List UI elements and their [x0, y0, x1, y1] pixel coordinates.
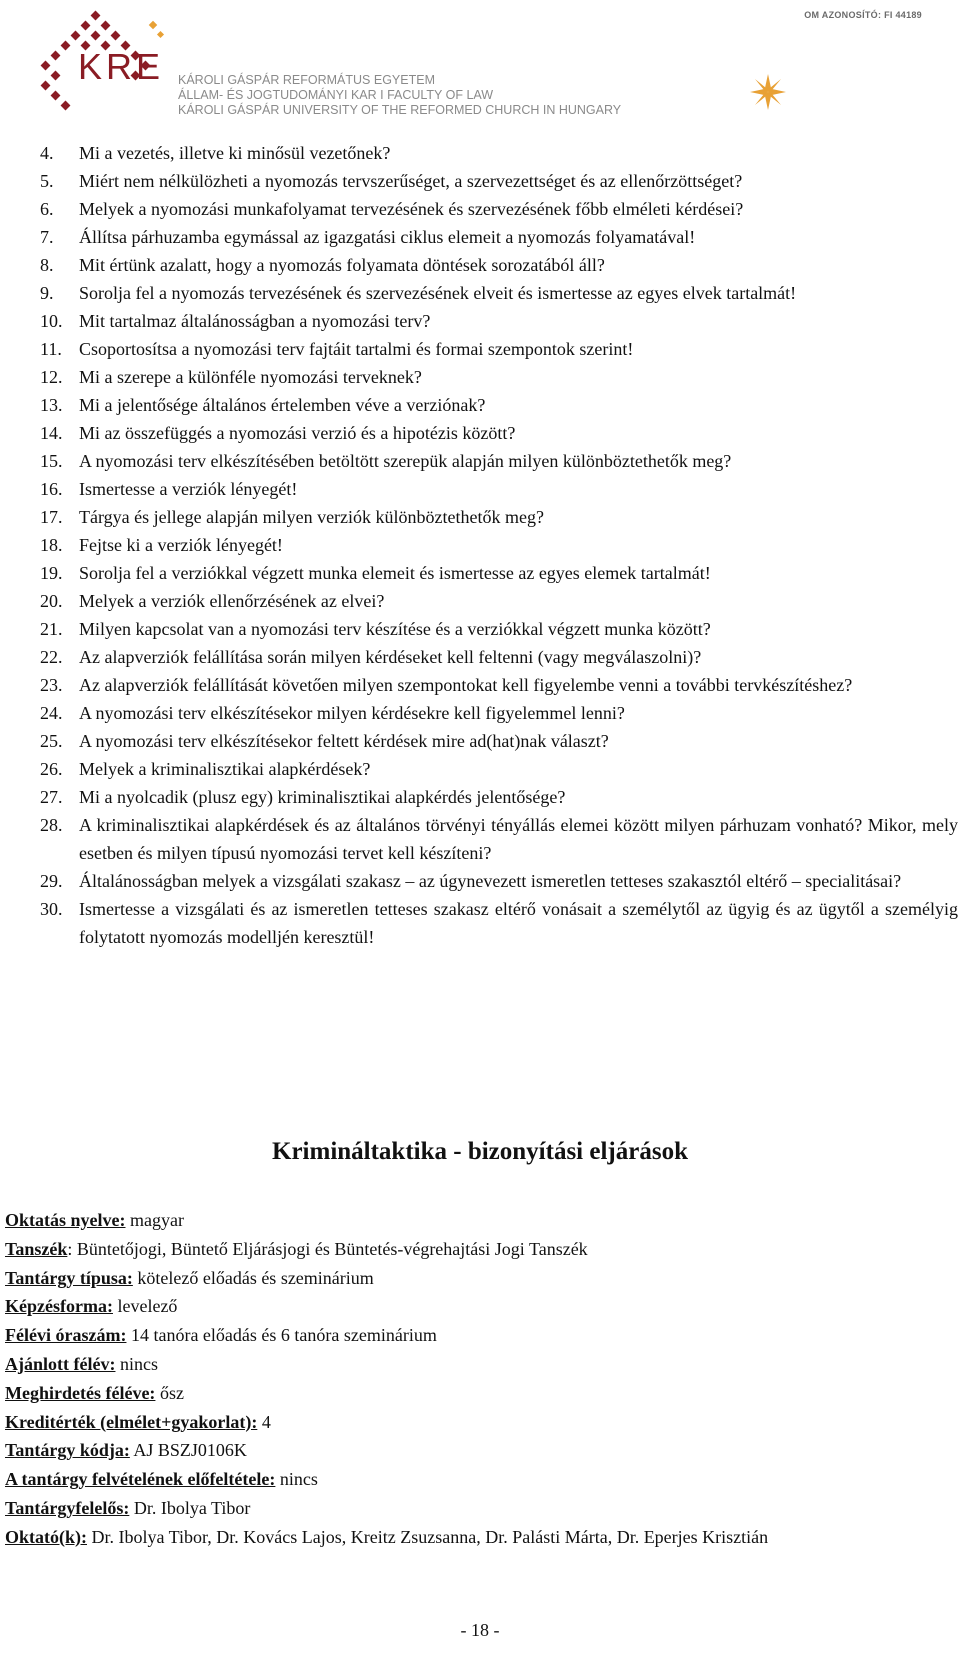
question-item	[40, 643, 958, 671]
course-info-row	[5, 1350, 958, 1379]
sun-emblem-icon	[750, 74, 786, 110]
course-info-row	[5, 1465, 958, 1494]
question-number: 12.	[40, 367, 63, 387]
question-number: 22.	[40, 647, 63, 667]
course-info-value: kötelező előadás és szeminárium	[132, 1267, 374, 1288]
course-info-row	[5, 1235, 958, 1264]
question-number: 25.	[40, 731, 63, 751]
course-info-label: Tantárgyfelelős:	[5, 1497, 130, 1518]
question-item	[40, 167, 958, 195]
course-info-separator: :	[67, 1238, 73, 1259]
course-info-row	[5, 1523, 958, 1552]
question-text: Mit értünk azalatt, hogy a nyomozás folyamata döntések sorozatából áll?	[79, 255, 605, 275]
question-item	[40, 867, 958, 895]
university-name	[178, 73, 621, 118]
course-info-value: 4	[257, 1411, 271, 1432]
question-number: 20.	[40, 591, 63, 611]
question-text: Mi az összefüggés a nyomozási verzió és a hipotézis között?	[79, 423, 516, 443]
question-text: Ismertesse a vizsgálati és az ismeretlen tetteses szakasz eltérő vonásait a személytől az ügyig és az ügytől a személyig folytatott nyomozás modelljén keresztül!	[79, 899, 958, 947]
question-item	[40, 895, 958, 951]
question-text: Sorolja fel a verziókkal végzett munka elemeit és ismertesse az egyes elemek tartalmát!	[79, 563, 711, 583]
course-info-row	[5, 1494, 958, 1523]
question-item	[40, 587, 958, 615]
question-number: 21.	[40, 619, 63, 639]
course-info-value: ősz	[155, 1382, 184, 1403]
question-item	[40, 307, 958, 335]
question-number: 24.	[40, 703, 63, 723]
course-info-label: Félévi óraszám:	[5, 1325, 127, 1346]
question-item	[40, 531, 958, 559]
question-text: Sorolja fel a nyomozás tervezésének és szervezésének elveit és ismertesse az egyes elvek tartalmát!	[79, 283, 797, 303]
question-item	[40, 755, 958, 783]
question-item	[40, 419, 958, 447]
question-item	[40, 251, 958, 279]
question-text: A kriminalisztikai alapkérdések és az általános törvényi tényállás elemei között milyen párhuzam vonható? Mikor, mely esetben és milyen típusú nyomozási tervet kell készíteni?	[79, 815, 958, 863]
question-text: Mi a vezetés, illetve ki minősül vezetőnek?	[79, 143, 391, 163]
course-info-row	[5, 1206, 958, 1235]
question-text: Melyek a nyomozási munkafolyamat tervezésének és szervezésének főbb elméleti kérdései?	[79, 199, 744, 219]
question-text: Az alapverziók felállítását követően milyen szempontokat kell figyelembe venni a további tervkészítéshez?	[79, 675, 853, 695]
question-number: 4.	[40, 143, 54, 163]
question-number: 17.	[40, 507, 63, 527]
question-number: 18.	[40, 535, 63, 555]
question-item	[40, 279, 958, 307]
course-info-label: Ajánlott félév:	[5, 1353, 116, 1374]
course-info-row	[5, 1292, 958, 1321]
question-text: A nyomozási terv elkészítésekor milyen kérdésekre kell figyelemmel lenni?	[79, 703, 625, 723]
course-info-value: Dr. Ibolya Tibor	[129, 1497, 251, 1518]
university-name-line: ÁLLAM- ÉS JOGTUDOMÁNYI KAR I FACULTY OF LAW	[178, 88, 494, 102]
course-info-value: 14 tanóra előadás és 6 tanóra szeminárium	[126, 1325, 437, 1346]
course-info-row	[5, 1379, 958, 1408]
question-text: Miért nem nélkülözheti a nyomozás tervszerűséget, a szervezettséget és az ellenőrzöttséget?	[79, 171, 743, 191]
question-number: 11.	[40, 339, 62, 359]
question-number: 30.	[40, 899, 63, 919]
question-number: 19.	[40, 563, 63, 583]
course-info-value: AJ BSZJ0106K	[129, 1440, 247, 1461]
question-text: Mi a nyolcadik (plusz egy) kriminalisztikai alapkérdés jelentősége?	[79, 787, 566, 807]
question-text: Mi a jelentősége általános értelemben véve a verziónak?	[79, 395, 486, 415]
question-number: 28.	[40, 815, 63, 835]
question-number: 26.	[40, 759, 63, 779]
question-number: 7.	[40, 227, 54, 247]
course-info-value: nincs	[275, 1469, 318, 1490]
university-name-line: KÁROLI GÁSPÁR REFORMÁTUS EGYETEM	[178, 73, 435, 87]
question-text: Csoportosítsa a nyomozási terv fajtáit tartalmi és formai szempontok szerint!	[79, 339, 634, 359]
question-number: 8.	[40, 255, 54, 275]
course-info-label: Tantárgy kódja:	[5, 1440, 130, 1461]
course-info-label: Tanszék	[5, 1238, 68, 1259]
question-number: 13.	[40, 395, 63, 415]
page-header	[0, 0, 960, 130]
question-item	[40, 223, 958, 251]
question-text: Az alapverziók felállítása során milyen kérdéseket kell feltenni (vagy megválaszolni)?	[79, 647, 702, 667]
question-text: Melyek a verziók ellenőrzésének az elvei?	[79, 591, 385, 611]
question-text: Ismertesse a verziók lényegét!	[79, 479, 298, 499]
course-info	[5, 1206, 958, 1552]
question-item	[40, 335, 958, 363]
question-number: 6.	[40, 199, 54, 219]
question-number: 5.	[40, 171, 54, 191]
question-item	[40, 559, 958, 587]
page-number: - 18 -	[460, 1620, 500, 1640]
question-number: 16.	[40, 479, 63, 499]
course-info-row	[5, 1436, 958, 1465]
question-item	[40, 139, 958, 167]
course-info-label: Képzésforma:	[5, 1296, 113, 1317]
question-number: 14.	[40, 423, 63, 443]
question-item	[40, 671, 958, 699]
course-info-value: Dr. Ibolya Tibor, Dr. Kovács Lajos, Kreitz Zsuzsanna, Dr. Palásti Márta, Dr. Eperjes Krisztián	[87, 1526, 769, 1547]
course-info-label: Oktató(k):	[5, 1526, 87, 1547]
question-item	[40, 615, 958, 643]
course-info-value: nincs	[115, 1353, 158, 1374]
question-text: A nyomozási terv elkészítésében betöltött szerepük alapján milyen különböztethetők meg?	[79, 451, 732, 471]
om-id: OM AZONOSÍTÓ: FI 44189	[804, 10, 922, 20]
question-text: Mit tartalmaz általánosságban a nyomozási terv?	[79, 311, 431, 331]
question-text: Mi a szerepe a különféle nyomozási terveknek?	[79, 367, 422, 387]
question-text: A nyomozási terv elkészítésekor feltett kérdések mire ad(hat)nak választ?	[79, 731, 609, 751]
course-info-label: Meghirdetés féléve:	[5, 1382, 156, 1403]
university-name-line: KÁROLI GÁSPÁR UNIVERSITY OF THE REFORMED CHURCH IN HUNGARY	[178, 103, 622, 117]
question-item	[40, 783, 958, 811]
question-item	[40, 195, 958, 223]
question-text: Fejtse ki a verziók lényegét!	[79, 535, 283, 555]
course-info-value: magyar	[125, 1210, 184, 1230]
course-info-label: Oktatás nyelve:	[5, 1210, 126, 1230]
question-text: Milyen kapcsolat van a nyomozási terv készítése és a verziókkal végzett munka között?	[79, 619, 711, 639]
question-text: Általánosságban melyek a vizsgálati szakasz – az úgynevezett ismeretlen tetteses szakasztól eltérő – specialitásai?	[79, 871, 902, 891]
course-info-row	[5, 1408, 958, 1437]
question-item	[40, 363, 958, 391]
course-info-row	[5, 1264, 958, 1293]
section-title: Krimináltaktika - bizonyítási eljárások	[272, 1138, 688, 1165]
question-text: Melyek a kriminalisztikai alapkérdések?	[79, 759, 371, 779]
question-item	[40, 811, 958, 867]
question-number: 9.	[40, 283, 54, 303]
course-info-label: Tantárgy típusa:	[5, 1267, 133, 1288]
course-info-label: A tantárgy felvételének előfeltétele:	[5, 1469, 276, 1490]
question-text: Tárgya és jellege alapján milyen verziók különböztethetők meg?	[79, 507, 544, 527]
question-item	[40, 475, 958, 503]
question-list	[40, 139, 958, 951]
question-number: 15.	[40, 451, 63, 471]
course-info-label: Kreditérték (elmélet+gyakorlat):	[5, 1411, 258, 1432]
question-number: 29.	[40, 871, 63, 891]
question-item	[40, 391, 958, 419]
question-number: 23.	[40, 675, 63, 695]
question-item	[40, 447, 958, 475]
question-item	[40, 503, 958, 531]
kre-logo-text: KRE	[78, 46, 165, 87]
question-text: Állítsa párhuzamba egymással az igazgatási ciklus elemeit a nyomozás folyamatával!	[79, 227, 696, 247]
course-info-value: Büntetőjogi, Büntető Eljárásjogi és Büntetés-végrehajtási Jogi Tanszék	[72, 1238, 588, 1259]
question-number: 10.	[40, 311, 63, 331]
question-item	[40, 699, 958, 727]
course-info-row	[5, 1321, 958, 1350]
question-item	[40, 727, 958, 755]
course-info-value: levelező	[112, 1296, 178, 1317]
question-number: 27.	[40, 787, 63, 807]
